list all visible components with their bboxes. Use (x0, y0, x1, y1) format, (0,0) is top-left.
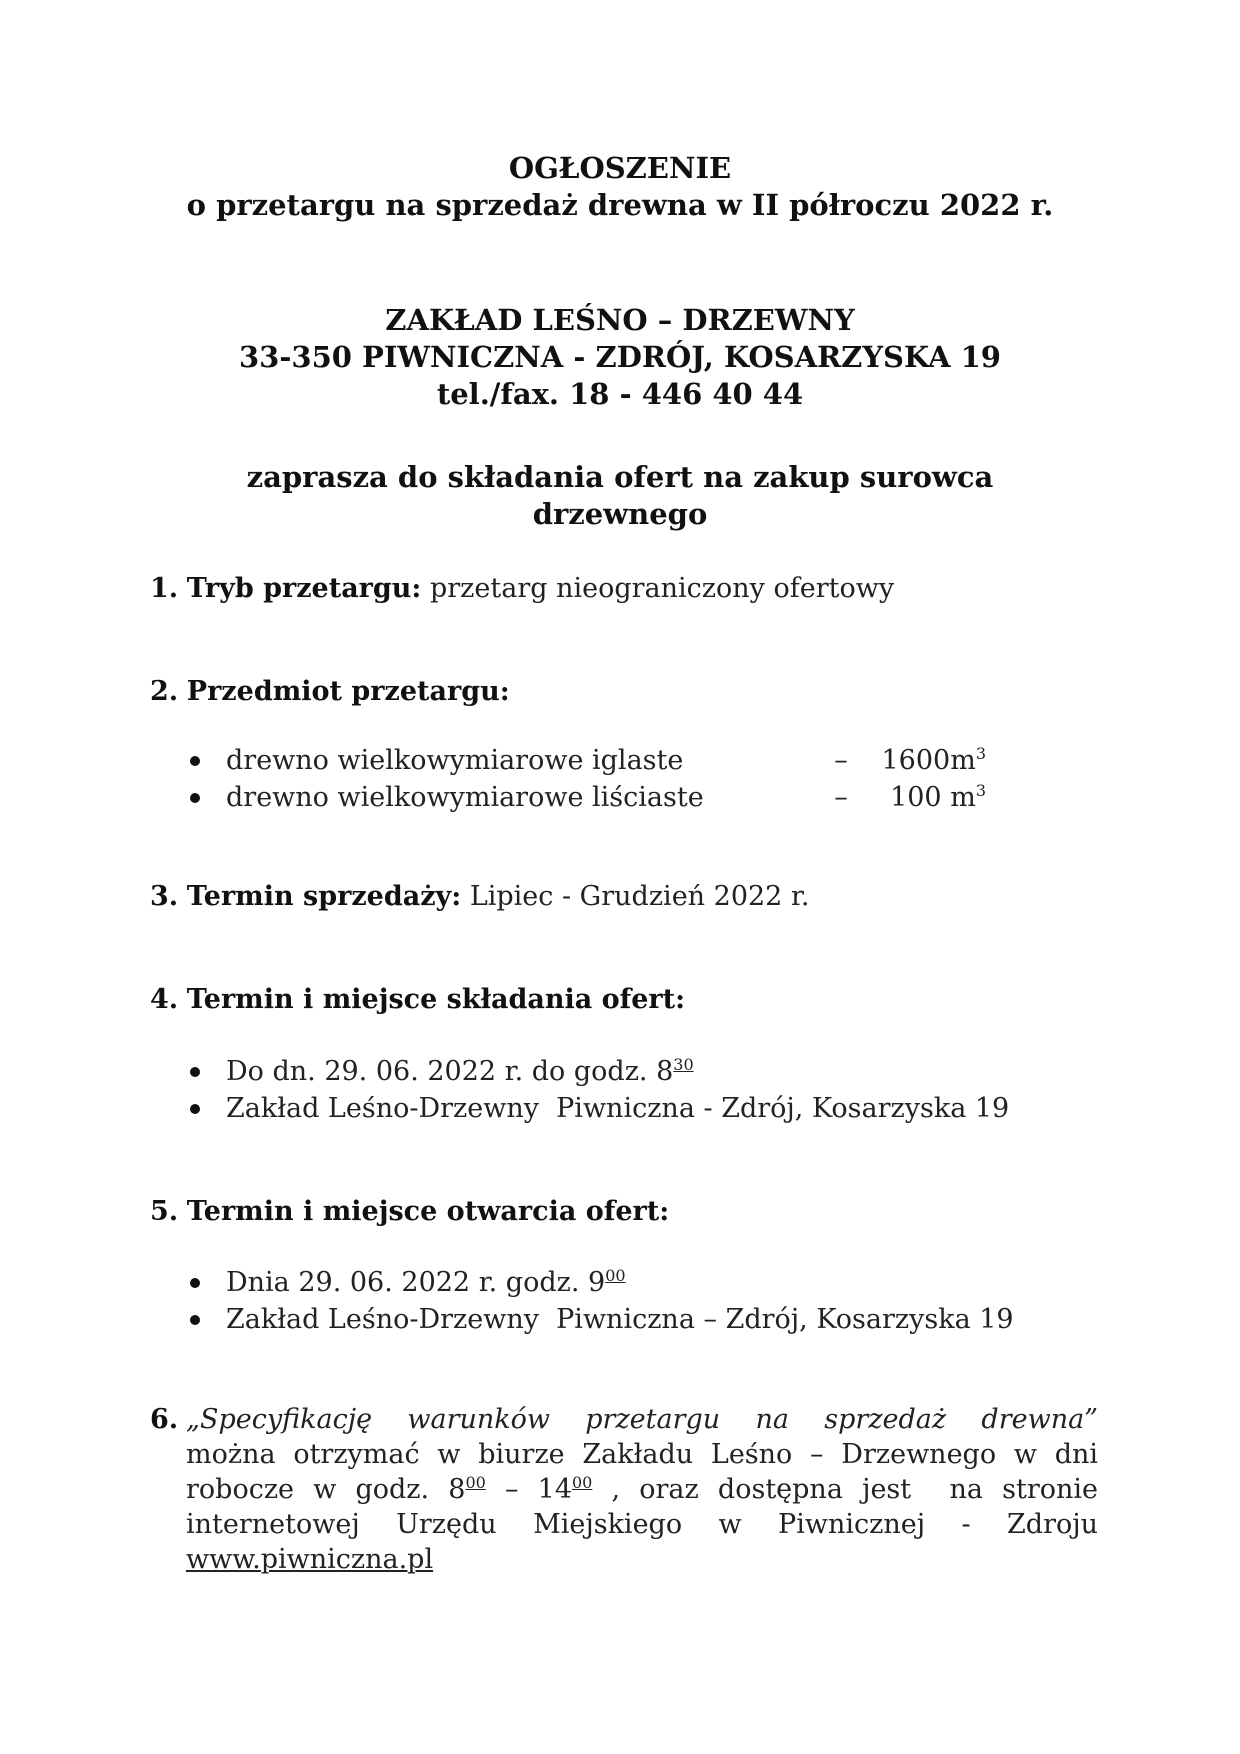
section-4-label: Termin i miejsce składania ofert: (186, 984, 686, 1015)
section-5-label: Termin i miejsce otwarcia ofert: (186, 1196, 670, 1227)
invitation-line-1: zaprasza do składania ofert na zakup surowca (246, 460, 994, 494)
bullet-icon (190, 1104, 200, 1114)
section-4-items (190, 1053, 1009, 1127)
item-name: drewno wielkowymiarowe liściaste (226, 782, 704, 813)
section-5 (150, 1195, 669, 1229)
deadline-time-sup: 30 (673, 1055, 694, 1074)
deadline-text: Do dn. 29. 06. 2022 r. do godz. 8 (226, 1056, 674, 1087)
company-block (150, 302, 1090, 413)
section-3-label: Termin sprzedaży: (186, 881, 462, 912)
bullet-icon (190, 1067, 200, 1077)
bullet-icon (190, 1315, 200, 1325)
company-phone: tel./fax. 18 - 446 40 44 (436, 377, 804, 411)
list-item (190, 1053, 1009, 1090)
section-2-items (190, 742, 986, 816)
item-name: drewno wielkowymiarowe iglaste (226, 745, 684, 776)
section-5-items (190, 1264, 1014, 1338)
section-3-number: 3. (150, 881, 179, 912)
section-2-label: Przedmiot przetargu: (186, 676, 510, 707)
list-item (190, 742, 986, 779)
section-5-number: 5. (150, 1196, 179, 1227)
place-text: Zakład Leśno-Drzewny Piwniczna – Zdrój, Kosarzyska 19 (226, 1304, 1014, 1335)
section-6 (150, 1402, 1098, 1577)
item-amount: $1600m^3$ (881, 744, 986, 776)
list-item (190, 1090, 1009, 1127)
item-dash: – (834, 782, 848, 813)
bullet-icon (190, 1278, 200, 1288)
list-item (190, 1264, 1014, 1301)
item-amount: 100 $m^3$ (890, 781, 986, 813)
announcement-subtitle: o przetargu na sprzedaż drewna w II półroczu 2022 r. (186, 188, 1054, 222)
invitation-block (150, 459, 1090, 533)
announcement-header (150, 150, 1090, 224)
section-1-number: 1. (150, 573, 179, 604)
list-item (190, 779, 986, 816)
section-4-number: 4. (150, 984, 179, 1015)
section-1-value: przetarg nieograniczony ofertowy (429, 573, 895, 604)
section-3-value: Lipiec - Grudzień 2022 r. (469, 881, 810, 912)
opening-time-sup: 00 (605, 1266, 626, 1285)
company-address: 33-350 PIWNICZNA - ZDRÓJ, KOSARZYSKA 19 (239, 340, 1001, 374)
section-2-number: 2. (150, 676, 179, 707)
section-6-line-4: internetowej Urzędu Miejskiego w Piwnicznej - Zdroju (186, 1509, 1098, 1540)
opening-text: Dnia 29. 06. 2022 r. godz. 9 (226, 1267, 606, 1298)
section-6-line-3: robocze w godz. $8^{00} - 14^{00}$ , oraz dostępna jest na stronie (186, 1473, 1098, 1505)
section-6-number: 6. (150, 1404, 179, 1435)
specification-title: „Specyfikację warunków przetargu na sprzedaż drewna” (186, 1404, 1098, 1435)
website-link[interactable]: www.piwniczna.pl (186, 1544, 434, 1575)
section-4 (150, 983, 685, 1017)
invitation-line-2: drzewnego (532, 497, 708, 531)
section-2 (150, 675, 510, 709)
section-1 (150, 572, 894, 606)
company-name: ZAKŁAD LEŚNO – DRZEWNY (385, 303, 855, 337)
place-text: Zakład Leśno-Drzewny Piwniczna - Zdrój, Kosarzyska 19 (226, 1093, 1010, 1124)
bullet-icon (190, 793, 200, 803)
bullet-icon (190, 756, 200, 766)
section-1-label: Tryb przetargu: (186, 573, 422, 604)
list-item (190, 1301, 1014, 1338)
announcement-title: OGŁOSZENIE (508, 151, 732, 185)
section-3 (150, 880, 809, 914)
section-6-line-2: można otrzymać w biurze Zakładu Leśno – Drzewnego w dni (186, 1439, 1098, 1470)
item-dash: – (834, 745, 848, 776)
